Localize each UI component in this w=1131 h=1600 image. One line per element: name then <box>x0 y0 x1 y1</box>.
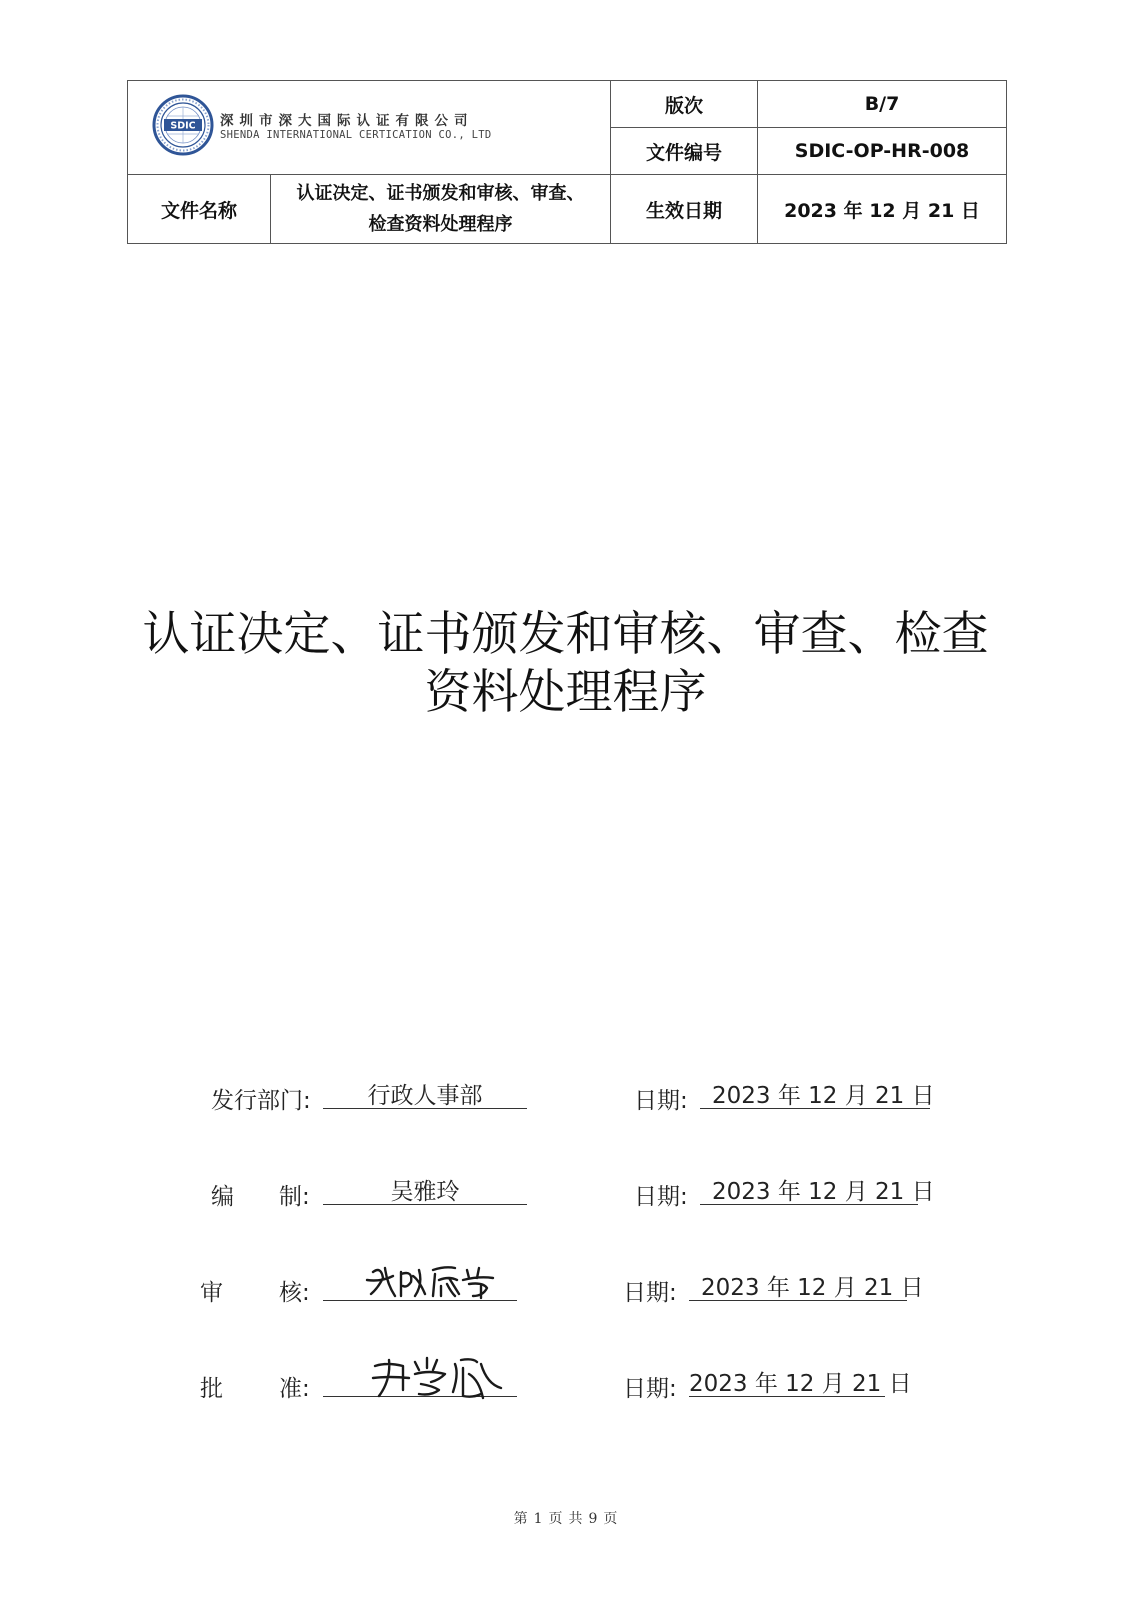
reviewer-date-label: 日期: <box>623 1280 677 1306</box>
version-value: B/7 <box>758 81 1007 128</box>
doc-name-line2: 检查资料处理程序 <box>368 214 513 235</box>
issuer-label: 发行部门: <box>211 1088 311 1114</box>
doc-name-label: 文件名称 <box>128 175 271 244</box>
reviewer-row <box>0 1268 1131 1308</box>
doc-name-line1: 认证决定、证书颁发和审核、审查、 <box>296 182 585 204</box>
issuer-date-label: 日期: <box>634 1088 688 1114</box>
approver-signature-icon <box>323 1344 517 1404</box>
header-table <box>127 80 1007 244</box>
issuer-row <box>0 1076 1131 1116</box>
author-field: 吴雅玲 <box>323 1172 527 1205</box>
author-date-label: 日期: <box>634 1184 688 1210</box>
approver-signature <box>323 1364 517 1397</box>
page-footer: 第 1 页 共 9 页 <box>513 1511 618 1527</box>
page-total: 9 <box>588 1511 598 1527</box>
effective-date-label: 生效日期 <box>611 175 758 244</box>
author-row <box>0 1172 1131 1212</box>
approver-date-label: 日期: <box>623 1376 677 1402</box>
document-title-line2: 资料处理程序 <box>424 665 707 720</box>
svg-text:SDIC: SDIC <box>170 120 196 132</box>
document-title-line1: 认证决定、证书颁发和审核、审查、检查 <box>142 607 989 662</box>
author-date-field: 2023 年 12 月 21 日 <box>700 1172 918 1205</box>
issuer-field: 行政人事部 <box>323 1076 527 1109</box>
company-name-cn: 深圳市深大国际认证有限公司 <box>220 112 474 129</box>
document-title <box>0 606 1131 722</box>
doc-name-value <box>271 175 611 244</box>
reviewer-date-field: 2023 年 12 月 21 日 <box>689 1268 907 1301</box>
version-label: 版次 <box>611 81 758 128</box>
approver-label: 批 准: <box>200 1376 310 1402</box>
approver-row <box>0 1364 1131 1404</box>
reviewer-signature-icon <box>323 1258 517 1302</box>
doc-no-value: SDIC-OP-HR-008 <box>758 128 1007 175</box>
approver-date-field: 2023 年 12 月 21 日 <box>689 1364 885 1397</box>
author-label: 编 制: <box>211 1184 310 1210</box>
issuer-date-field: 2023 年 12 月 21 日 <box>700 1076 930 1109</box>
page-number: 1 <box>533 1511 543 1527</box>
reviewer-label: 审 核: <box>200 1280 310 1306</box>
reviewer-signature <box>323 1268 517 1301</box>
company-name-en: SHENDA INTERNATIONAL CERTICATION CO., LTD <box>220 129 492 142</box>
doc-no-label: 文件编号 <box>611 128 758 175</box>
company-seal-icon <box>152 94 214 161</box>
effective-date-value: 2023 年 12 月 21 日 <box>758 175 1007 244</box>
company-logo-cell <box>128 81 611 175</box>
